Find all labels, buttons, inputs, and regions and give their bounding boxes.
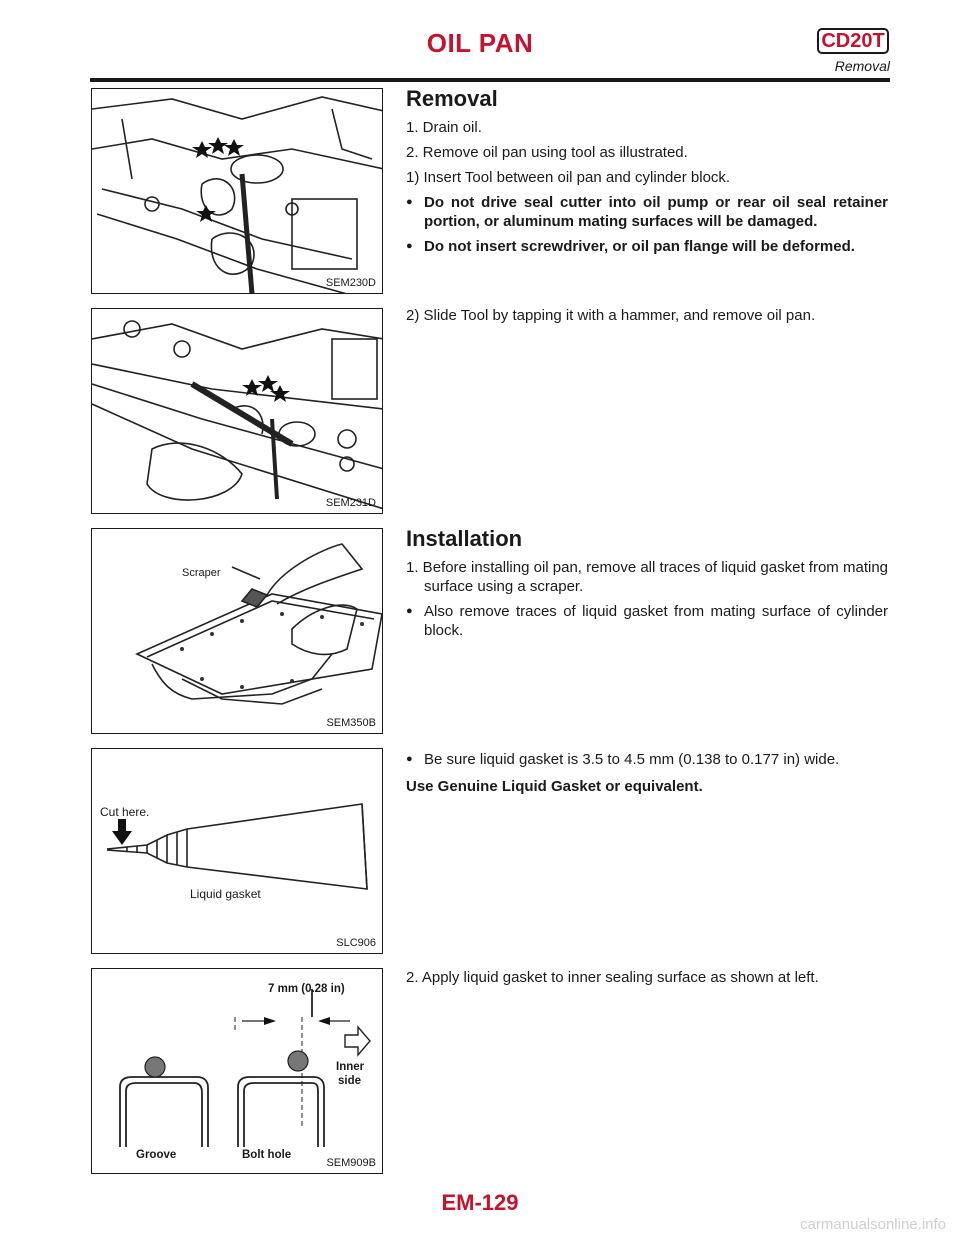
caution-item [406,193,888,231]
bolt-hole-label: Bolt hole [242,1149,292,1161]
gasket-note: Use Genuine Liquid Gasket or equivalent. [406,778,703,795]
installation-heading: Installation [406,526,523,551]
dimension-label: 7 mm (0.28 in) [268,983,345,995]
installation-bullet [406,602,888,640]
installation-step-1: 1. Before installing oil pan, remove all traces of liquid gasket from mating surface using a scraper. [406,559,888,595]
figure-sem230d [91,88,383,294]
liquid-gasket-tube-illustration [92,749,383,954]
installation-step-2: 2. Apply liquid gasket to inner sealing surface as shown at left. [406,969,819,986]
impact-star-icon [242,375,290,402]
section-label: Removal [834,58,890,74]
installation-section [406,526,888,646]
side-label: side [338,1075,362,1087]
figure-code: SEM231D [325,497,376,509]
bullet-icon: ● [406,753,413,765]
figure-code: SEM230D [325,277,376,289]
groove-label: Groove [136,1149,177,1161]
page-number: EM-129 [441,1190,519,1215]
gasket-bead-icon [145,1051,308,1077]
engine-tool-illustration [92,309,383,514]
page-title: OIL PAN [426,28,534,58]
caution-text: Do not drive seal cutter into oil pump or rear oil seal retainer portion, or aluminum mating surfaces will be damaged. [424,194,888,230]
watermark: carmanualsonline.info [800,1216,946,1233]
caution-item [406,237,888,256]
bullet-icon: ● [406,605,413,617]
oil-pan-scraper-illustration [92,529,383,734]
engine-tool-illustration [92,89,383,294]
figure-code: SLC906 [336,937,376,949]
cut-here-label: Cut here. [100,805,150,819]
liquid-gasket-label: Liquid gasket [190,887,261,901]
gasket-width-block [406,750,888,802]
removal-section [406,86,888,262]
engine-badge: CD20T [817,28,889,54]
installation-step-2-block [406,968,888,993]
figure-sem231d [91,308,383,514]
inner-label: Inner [336,1061,365,1073]
scraper-label: Scraper [182,567,221,579]
removal-step-2-2-block [406,306,888,331]
removal-step-2: 2. Remove oil pan using tool as illustrated. [406,144,688,161]
gasket-width-text: Be sure liquid gasket is 3.5 to 4.5 mm (0.138 to 0.177 in) wide. [424,751,840,768]
removal-heading: Removal [406,86,498,111]
figure-code: SEM350B [326,717,376,729]
caution-text: Do not insert screwdriver, or oil pan flange will be deformed. [424,238,855,255]
removal-step-1: 1. Drain oil. [406,119,482,136]
figure-sem350b [91,528,383,734]
header-rule [90,78,890,82]
figure-code: SEM909B [326,1157,376,1169]
figure-sem909b [91,968,383,1174]
figure-slc906 [91,748,383,954]
down-arrow-icon [112,819,132,845]
installation-bullet-text: Also remove traces of liquid gasket from mating surface of cylinder block. [424,603,888,639]
removal-step-2-1: 1) Insert Tool between oil pan and cylinder block. [406,169,731,186]
installation-bullet [406,750,888,769]
bullet-icon: ● [406,196,413,208]
direction-arrow-icon [345,1027,370,1055]
removal-step-2-2: 2) Slide Tool by tapping it with a hammer, and remove oil pan. [406,307,816,324]
bullet-icon: ● [406,240,413,252]
